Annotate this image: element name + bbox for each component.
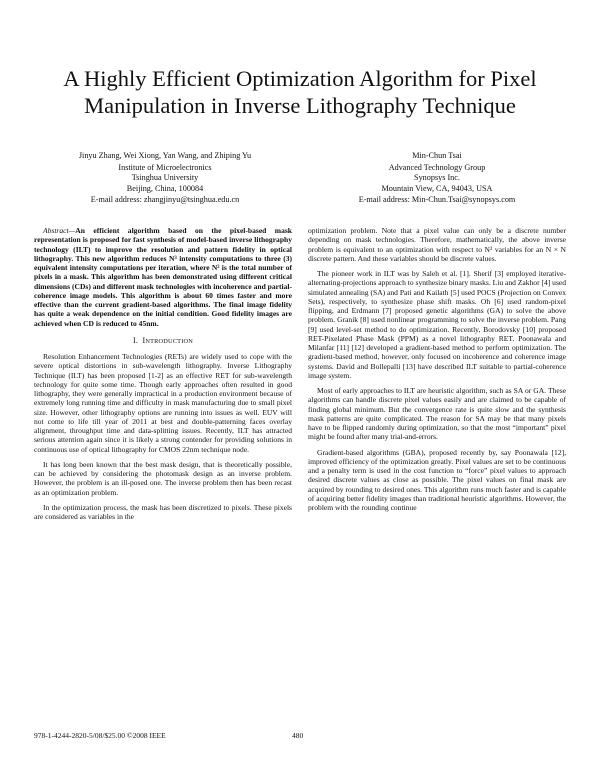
left-column: [34, 226, 292, 527]
affiliation-line: Beijing, China, 100084: [126, 184, 204, 194]
section-cap: I: [142, 335, 146, 345]
author-names: Jinyu Zhang, Wei Xiong, Yan Wang, and Zhiping Yu: [78, 151, 252, 160]
page-number: 480: [292, 731, 304, 740]
body-paragraph: In the optimization process, the mask has been discretized to pixels. These pixels are considered as variables in the: [34, 502, 292, 521]
author-block-1: [30, 151, 300, 206]
author-email: E-mail address: Min-Chun.Tsai@synopsys.com: [358, 194, 516, 204]
body-paragraph: Most of early approaches to ILT are heuristic algorithm, such as SA or GA. These algorithms can handle discrete pixel values easily and are claimed to be capable of finding global minimum. But the convergence rate is quite slow and the synthesis mask patterns are quite complicated. The reason for SA may be that many pixels have to be flipped randomly during optimization, so that the most “important” pixel might be found after many trial-and-errors.: [308, 386, 566, 442]
body-paragraph: The pioneer work in ILT was by Saleh et al. [1]. Sherif [3] employed iterative-alternating-projections approach to synthesize binary masks. Liu and Zakhor [4] used simulated annealing (SA) and Pati and Kailath [5] used POCS (Projection on Convex Sets), respectively, to synthesize phase shift masks. Oh [6] used random-pixel flipping, and Erdmann [7] proposed genetic algorithms (GA) to solve the above problem. Granik [8] used nonlinear programming to solve the inverse problem. Pang [9] used level-set method to do optimization. Recently, Borodovsky [10] proposed RET-Pixelated Phase Mask (PPM) as a novel lithography RET. Poonawala and Milanfar [11] [12] developed a gradient-based method to perform optimization. The gradient-based method, however, only focused on incoherence and coherence image systems. David and Bollepalli [13] have described ILT suitable to partial-coherence image system.: [308, 269, 566, 380]
paper-title: A Highly Efficient Optimization Algorithm for Pixel Manipulation in Inverse Lithography Technique: [63, 66, 537, 118]
body-paragraph: It has long been known that the best mask design, that is theoretically possible, can be achieved by considering the photomask design as an inverse problem. However, the problem is an ill-posed one. The inverse problem then has been recast as an optimization problem.: [34, 459, 292, 497]
author-block-2: [306, 151, 568, 206]
body-paragraph: optimization problem. Note that a pixel value can only be a discrete number depending on mask technologies. Therefore, mathematically, the above inverse problem is equivalent to an optimization with respect to N² variables for an N × N discrete pattern. And these variables should be discrete values.: [308, 226, 566, 263]
abstract-text: An efficient algorithm based on the pixel-based mask representation is proposed for fast synthesis of model-based inverse lithography technology (ILT) to improve the resolution and pattern fidelity in optical lithography. This new algorithm reduces N³ intensity computations to three (3) equivalent intensity computations per iteration, where N² is the total number of pixels in a mask. This algorithm has been demonstrated using different critical dimensions (CDs) and different mask technologies with incoherence and partial-coherence image models. This algorithm is about 60 times faster and more effective than the current gradient-based algorithms. The final image fidelity has quite a weak dependence on the initial condition. Good fidelity images are achieved when CD is reduced to 45nm.: [34, 226, 292, 328]
abstract: [34, 226, 292, 328]
affiliation-line: Synopsys Inc.: [414, 173, 460, 183]
affiliation-line: Tsinghua University: [131, 173, 199, 183]
author-names: Min-Chun Tsai: [412, 151, 462, 160]
body-paragraph: Gradient-based algorithms (GBA), proposed recently by, say Poonawala [12], improved efficiency of the optimization greatly. Pixel values are set to be continuous and a penalty term is used in the cost function to “force” pixel values to approach desired discrete values as close as possible. The pixel values on final mask are acquired by rounding to desired ones. This algorithm runs much faster and is capable of acquiring better fidelity images than traditional heuristic algorithms. However, the problem with the rounding continue: [308, 447, 566, 512]
affiliation-line: Advanced Technology Group: [388, 162, 486, 172]
abstract-lead: Abstract—: [43, 226, 76, 235]
section-heading: [34, 336, 292, 346]
section-numeral: I.: [132, 335, 139, 345]
author-email: E-mail address: zhangjinyu@tsinghua.edu.cn: [90, 194, 240, 204]
right-column: [308, 226, 566, 518]
affiliation-line: Institute of Microelectronics: [118, 162, 212, 172]
body-paragraph: Resolution Enhancement Technologies (RETs) are widely used to cope with the severe optical distortions in sub-wavelength lithography. Inverse Lithography Technique (ILT) has been proposed [1-2] as an effective RET for sub-wavelength technology for quite some time. Though early approaches often resulted in good lithography, they were generally impractical in a production environment because of extremely long running time and difficulty in mask manufacturing due to small pixel size. However, other lithography options are running into issues as well. EUV will not come to life till year of 2011 at best and double-patterning faces overlay alignment, throughput time and data-splitting issues. Recently, ILT has attracted serious attention again since it is likely a strong contender for providing solutions in continuous use of optical lithography for CMOS 22nm technique node.: [34, 352, 292, 454]
footer-isbn: 978-1-4244-2820-5/08/$25.00 ©2008 IEEE: [34, 731, 166, 740]
section-rest: NTRODUCTION: [145, 337, 194, 345]
affiliation-line: Mountain View, CA, 94043, USA: [381, 184, 493, 194]
